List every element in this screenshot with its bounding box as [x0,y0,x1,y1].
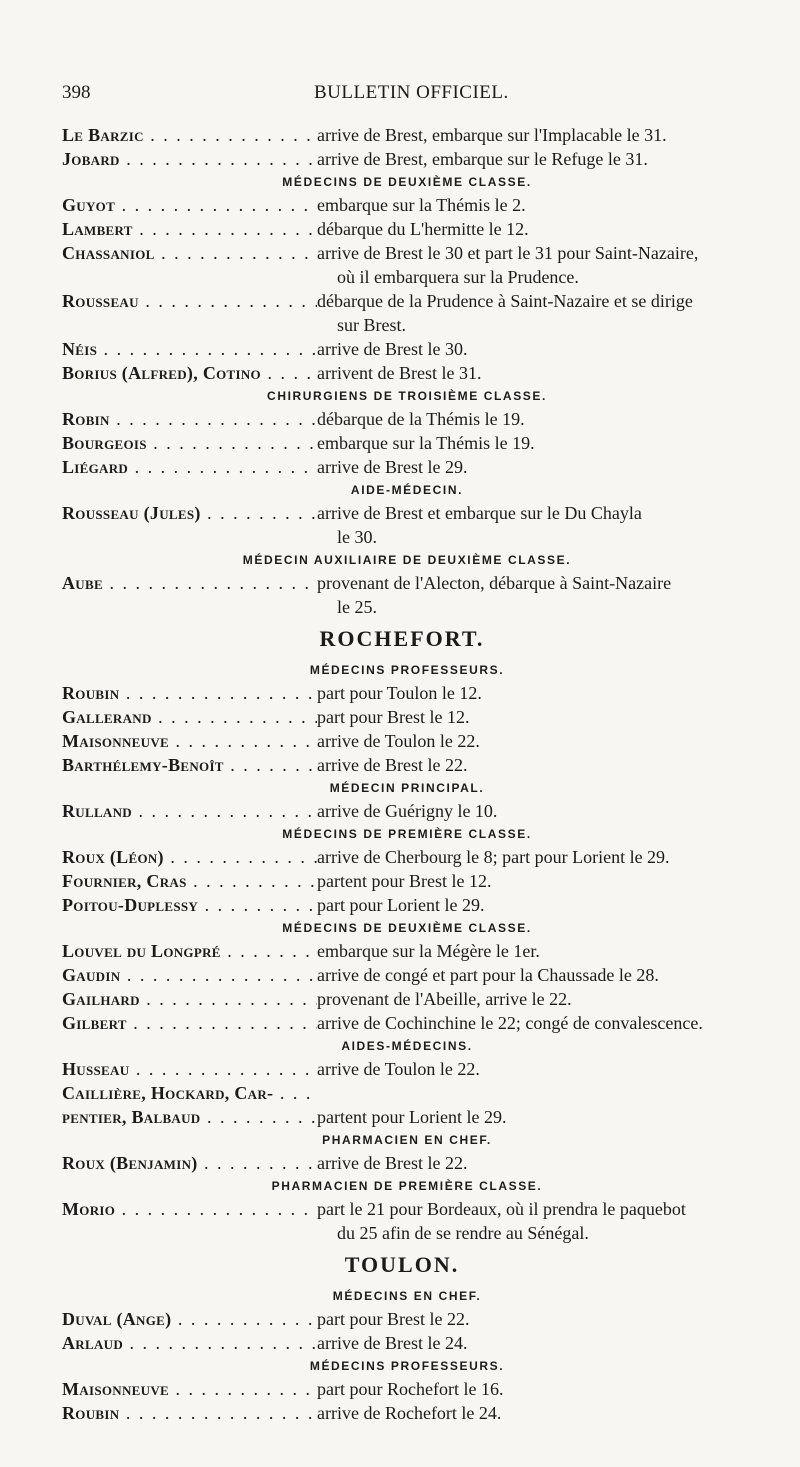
entry-text [317,1151,782,1175]
entry-action: arrive de Brest le 30. [317,339,468,359]
entry-continuation: où il embarquera sur la Prudence. [337,267,579,287]
section-subheading: MÉDECINS PROFESSEURS. [309,1359,505,1373]
section-subheading: PHARMACIEN DE PREMIÈRE CLASSE. [271,1179,543,1193]
entry-row [62,289,782,337]
entry-name: Rulland . . . [62,799,317,823]
section-subheading: MÉDECINS DE PREMIÈRE CLASSE. [282,827,532,841]
entry-row [62,217,782,241]
entry-row [62,939,782,963]
entry-name: Arlaud . . . [62,1331,317,1355]
entry-text [317,571,782,619]
section-subheading: MÉDECINS DE DEUXIÈME CLASSE. [282,175,532,189]
entry-row [62,1011,782,1035]
entry-action: arrive de Toulon le 22. [317,1059,480,1079]
entry-name: pentier, Balbaud . . . [62,1105,317,1129]
entry-row [62,147,782,171]
entry-action: débarque de la Prudence à Saint-Nazaire et se dirige [317,291,693,311]
entry-text [317,1401,782,1425]
entry-row [62,1057,782,1081]
entry-name: Husseau . . . [62,1057,317,1081]
entry-row [62,681,782,705]
entry-action: part pour Brest le 12. [317,707,470,727]
entry-action: arrive de Guérigny le 10. [317,801,498,821]
entry-name: Poitou-Duplessy . . . [62,893,317,917]
entry-text [317,1105,782,1129]
section-subheading: CHIRURGIENS DE TROISIÈME CLASSE. [267,389,547,403]
entry-row [62,869,782,893]
entry-action: provenant de l'Abeille, arrive le 22. [317,989,572,1009]
entry-text [317,799,782,823]
entry-text [317,963,782,987]
entry-continuation: le 30. [337,527,377,547]
entry-name: Gailhard . . . [62,987,317,1011]
entry-name: Morio . . . [62,1197,317,1221]
entry-row [62,1307,782,1331]
entry-name: Lambert . . . [62,217,317,241]
page-number: 398 [62,82,91,103]
entry-row [62,963,782,987]
entry-row [62,1331,782,1355]
entry-text [317,147,782,171]
entry-row [62,1105,782,1129]
entry-name: Néis . . . [62,337,317,361]
entry-text [317,193,782,217]
entry-continuation: du 25 afin de se rendre au Sénégal. [337,1223,589,1243]
entry-continuation: le 25. [337,597,377,617]
entry-row [62,705,782,729]
entry-action: arrive de Brest le 24. [317,1333,468,1353]
entry-name: Maisonneuve . . . [62,1377,317,1401]
entry-name: Roux (Benjamin) . . . [62,1151,317,1175]
entry-action: arrivent de Brest le 31. [317,363,482,383]
entry-text [317,729,782,753]
entry-text [317,337,782,361]
entry-text [317,1377,782,1401]
entry-name: Robin . . . [62,407,317,431]
entry-text [317,501,782,549]
entry-row [62,123,782,147]
entry-text [317,361,782,385]
entry-name: Rousseau . . . [62,289,317,313]
entry-action: arrive de Brest le 30 et part le 31 pour Saint-Nazaire, [317,243,699,263]
entry-row [62,729,782,753]
entry-action: arrive de Brest le 29. [317,457,468,477]
entry-name: Aube . . . [62,571,317,595]
entry-row [62,987,782,1011]
entry-name: Chassaniol . . . [62,241,317,265]
entry-row [62,753,782,777]
entry-text [317,241,782,289]
entry-row [62,361,782,385]
entry-text [317,455,782,479]
entry-action: arrive de Brest le 22. [317,755,468,775]
entry-text [317,217,782,241]
entry-action: arrive de Cochinchine le 22; congé de convalescence. [317,1013,703,1033]
entry-text [317,705,782,729]
entry-name: Maisonneuve . . . [62,729,317,753]
entry-row [62,501,782,549]
entry-row [62,1197,782,1245]
entry-name: Le Barzic . . . [62,123,317,147]
entry-text [317,407,782,431]
entry-action: arrive de Brest et embarque sur le Du Chayla [317,503,642,523]
entry-name: Guyot . . . [62,193,317,217]
entry-text [317,753,782,777]
entry-action: débarque de la Thémis le 19. [317,409,525,429]
entry-action: provenant de l'Alecton, débarque à Saint-Nazaire [317,573,672,593]
section-subheading: MÉDECINS PROFESSEURS. [309,663,505,677]
city-heading: TOULON. [344,1252,460,1277]
entry-row [62,1377,782,1401]
entry-action: embarque sur la Thémis le 2. [317,195,526,215]
entry-row [62,893,782,917]
entry-name: Roubin . . . [62,681,317,705]
entry-action: part pour Brest le 22. [317,1309,470,1329]
entry-name: Rousseau (Jules) . . . [62,501,317,525]
entry-name: Jobard . . . [62,147,317,171]
entry-text [317,1331,782,1355]
section-subheading: MÉDECIN AUXILIAIRE DE DEUXIÈME CLASSE. [242,553,572,567]
section-subheading: MÉDECIN PRINCIPAL. [329,781,485,795]
entry-row [62,1401,782,1425]
entry-name: Fournier, Cras . . . [62,869,317,893]
entry-name: Louvel du Longpré . . . [62,939,317,963]
entry-name: Duval (Ange) . . . [62,1307,317,1331]
entry-text [317,987,782,1011]
entry-text [317,123,782,147]
entry-text [317,893,782,917]
entry-text [317,845,782,869]
entry-row [62,571,782,619]
section-subheading: MÉDECINS DE DEUXIÈME CLASSE. [282,921,532,935]
entry-row [62,193,782,217]
entry-row [62,799,782,823]
entry-action: part pour Rochefort le 16. [317,1379,504,1399]
entry-text [317,681,782,705]
entry-action: partent pour Lorient le 29. [317,1107,507,1127]
entry-name: Borius (Alfred), Cotino . . . [62,361,317,385]
entry-action: part pour Lorient le 29. [317,895,485,915]
section-subheading: PHARMACIEN EN CHEF. [322,1133,492,1147]
page-title: BULLETIN OFFICIEL. [314,82,509,103]
movements-list [62,123,782,1425]
entry-text [317,1307,782,1331]
entry-row [62,1081,782,1105]
entry-name: Gilbert . . . [62,1011,317,1035]
entry-text [317,869,782,893]
section-subheading: AIDE-MÉDECIN. [350,483,464,497]
entry-action: arrive de congé et part pour la Chaussade le 28. [317,965,659,985]
entry-row [62,337,782,361]
entry-action: embarque sur la Thémis le 19. [317,433,535,453]
entry-action: arrive de Brest le 22. [317,1153,468,1173]
entry-action: part pour Toulon le 12. [317,683,482,703]
entry-row [62,431,782,455]
entry-name: Caillière, Hockard, Car- . . . [62,1081,317,1105]
entry-row [62,845,782,869]
entry-action: arrive de Cherbourg le 8; part pour Lorient le 29. [317,847,670,867]
entry-row [62,455,782,479]
entry-name: Liégard . . . [62,455,317,479]
entry-row [62,241,782,289]
entry-row [62,1151,782,1175]
entry-name: Barthélemy-Benoît . . . [62,753,317,777]
section-subheading: AIDES-MÉDECINS. [341,1039,473,1053]
entry-name: Roux (Léon) . . . [62,845,317,869]
city-heading: ROCHEFORT. [319,626,485,651]
entry-text [317,939,782,963]
page-header [62,82,622,106]
section-subheading: MÉDECINS EN CHEF. [332,1289,482,1303]
entry-action: arrive de Brest, embarque sur le Refuge le 31. [317,149,648,169]
entry-row [62,407,782,431]
entry-name: Gaudin . . . [62,963,317,987]
entry-text [317,1197,782,1245]
entry-text [317,431,782,455]
entry-text [317,1057,782,1081]
entry-name: Roubin . . . [62,1401,317,1425]
entry-continuation: sur Brest. [337,315,406,335]
entry-action: part le 21 pour Bordeaux, où il prendra le paquebot [317,1199,686,1219]
entry-text [317,289,782,337]
entry-action: embarque sur la Mégère le 1er. [317,941,540,961]
entry-action: arrive de Brest, embarque sur l'Implacable le 31. [317,125,667,145]
entry-action: arrive de Toulon le 22. [317,731,480,751]
entry-name: Bourgeois . . . [62,431,317,455]
entry-name: Gallerand . . . [62,705,317,729]
entry-text [317,1011,782,1035]
entry-action: débarque du L'hermitte le 12. [317,219,529,239]
entry-action: arrive de Rochefort le 24. [317,1403,502,1423]
entry-action: partent pour Brest le 12. [317,871,492,891]
